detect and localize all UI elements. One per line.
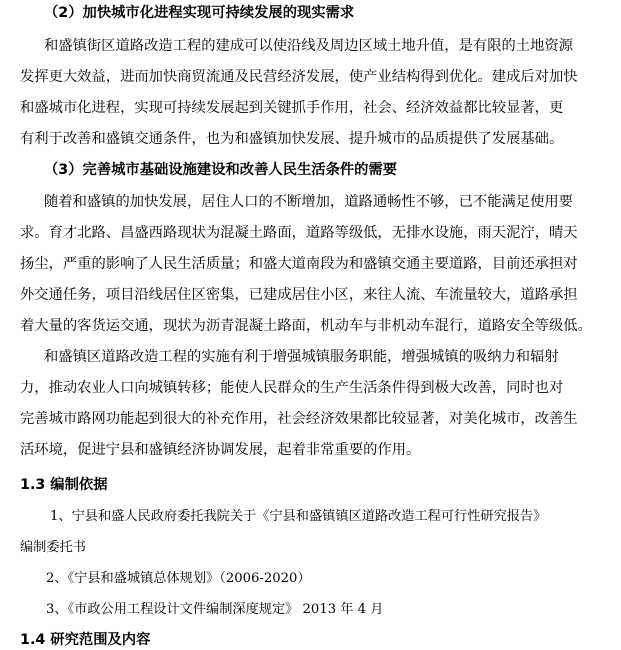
paragraph-line: 随着和盛镇的加快发展，居住人口的不断增加，道路通畅性不够，已不能满足使用要 [44,194,573,210]
paragraph-line: 完善城市路网功能起到很大的补充作用，社会经济效果都比较显著，对美化城市，改善生 [20,411,578,427]
basis-item-1-cont: 编制委托书 [20,540,86,555]
basis-item-2: 2、《宁县和盛城镇总体规划》（2006-2020） [46,571,311,586]
paragraph-line: 活环境，促进宁县和盛镇经济协调发展，起着非常重要的作用。 [20,442,421,458]
paragraph-line: 求。育才北路、昌盛西路现状为混凝土路面，道路等级低，无排水设施，雨天泥泞，晴天 [20,225,578,241]
paragraph-line: 和盛镇街区道路改造工程的建成可以使沿线及周边区域土地升值，是有限的土地资源 [44,38,573,54]
scope-heading: 1.4 研究范围及内容 [20,632,151,648]
paragraph-line: 着大量的客货运交通，现状为沥青混凝土路面，机动车与非机动车混行，道路安全等级低。 [20,318,592,334]
section-heading-2: （2）加快城市化进程实现可持续发展的现实需求 [44,5,355,21]
basis-item-1: 1、宁县和盛人民政府委托我院关于《宁县和盛镇镇区道路改造工程可行性研究报告》 [50,509,547,524]
section-heading-3: （3）完善城市基础设施建设和改善人民生活条件的需要 [44,162,398,178]
paragraph-line: 力，推动农业人口向城镇转移；能使人民群众的生产生活条件得到极大改善，同时也对 [20,380,564,396]
paragraph-line: 有利于改善和盛镇交通条件，也为和盛镇加快发展、提升城市的品质提供了发展基础。 [20,131,564,147]
paragraph-line: 外交通任务，项目沿线居住区密集，已建成居住小区，来往人流、车流量较大，道路承担 [20,287,578,303]
basis-item-3: 3、《市政公用工程设计文件编制深度规定》 2013 年 4 月 [46,602,384,617]
paragraph-line: 发挥更大效益，进而加快商贸流通及民营经济发展，使产业结构得到优化。建成后对加快 [20,69,578,85]
paragraph-line: 和盛城市化进程，实现可持续发展起到关键抓手作用，社会、经济效益都比较显著，更 [20,100,564,116]
basis-heading: 1.3 编制依据 [20,477,108,493]
paragraph-line: 和盛镇区道路改造工程的实施有利于增强城镇服务职能，增强城镇的吸纳力和辐射 [44,349,559,365]
paragraph-line: 扬尘，严重的影响了人民生活质量；和盛大道南段为和盛镇交通主要道路，目前还承担对 [20,256,578,272]
